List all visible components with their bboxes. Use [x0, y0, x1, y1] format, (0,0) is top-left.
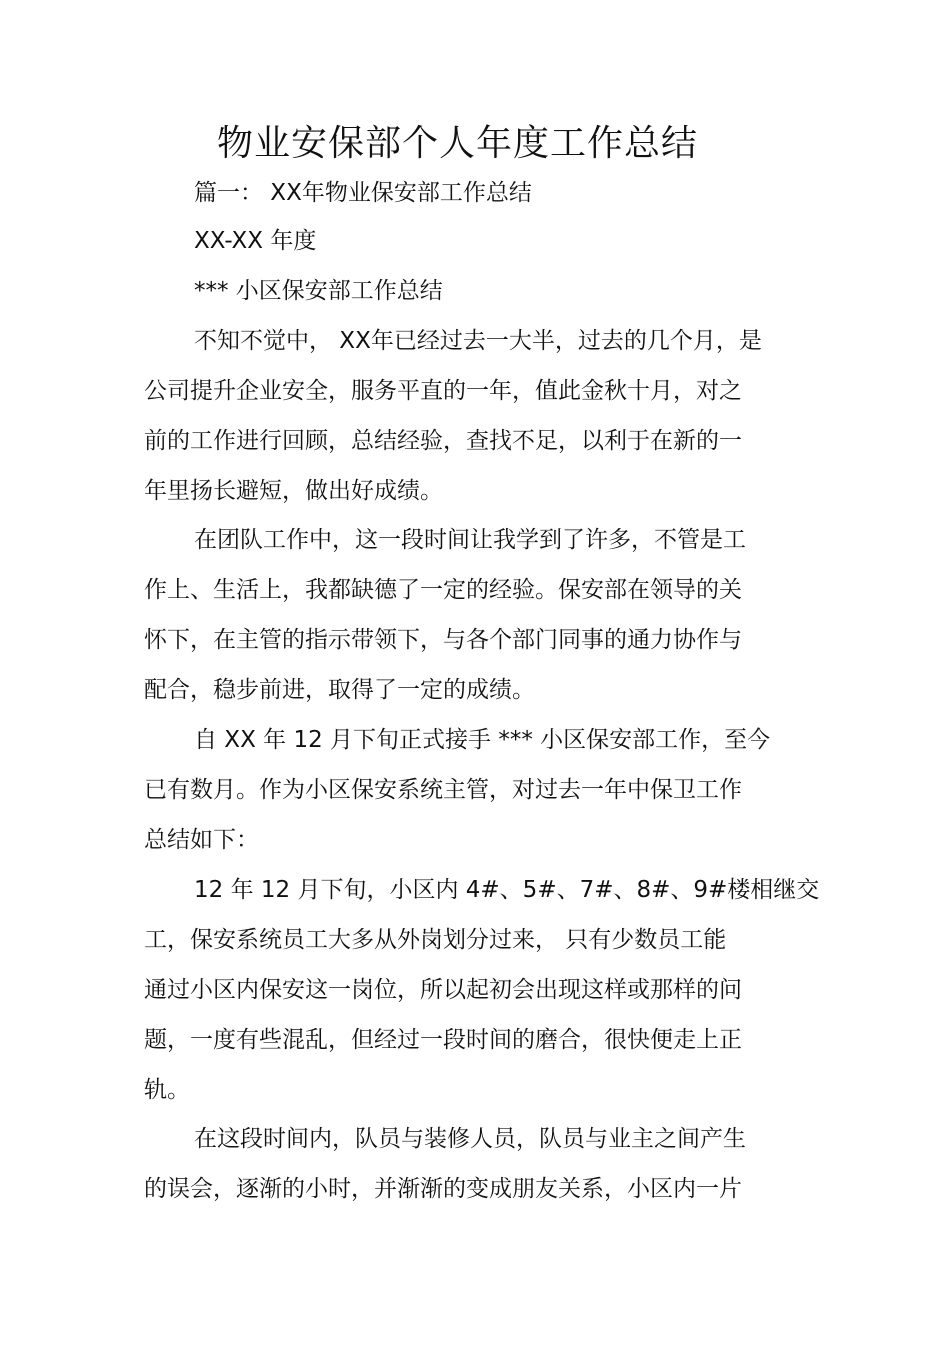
paragraph-line: 已有数月。作为小区保安系统主管，对过去一年中保卫工作: [144, 777, 742, 803]
paragraph-line: 轨。: [144, 1077, 190, 1103]
document-title: 物业安保部个人年度工作总结: [216, 123, 698, 164]
paragraph-line: 前的工作进行回顾，总结经验，查找不足，以利于在新的一: [144, 428, 742, 454]
paragraph-line: 通过小区内保安这一岗位，所以起初会出现这样或那样的问: [144, 977, 742, 1003]
paragraph-line: 作上、生活上，我都缺德了一定的经验。保安部在领导的关: [144, 577, 742, 603]
section-heading: 篇一： XX年物业保安部工作总结: [194, 180, 532, 206]
paragraph-line: 12 年 12 月下旬，小区内 4#、5#、7#、8#、9#楼相继交: [194, 877, 820, 903]
paragraph-line: 在团队工作中，这一段时间让我学到了许多，不管是工: [194, 527, 746, 553]
paragraph-line: 公司提升企业安全，服务平直的一年，值此金秋十月，对之: [144, 378, 742, 404]
subtitle-line: *** 小区保安部工作总结: [194, 278, 443, 304]
paragraph-line: 在这段时间内，队员与装修人员，队员与业主之间产生: [194, 1126, 746, 1152]
paragraph-line: 自 XX 年 12 月下旬正式接手 *** 小区保安部工作，至今: [194, 727, 771, 753]
year-range-line: XX-XX 年度: [194, 228, 317, 254]
paragraph-line: 题，一度有些混乱，但经过一段时间的磨合，很快便走上正: [144, 1027, 742, 1053]
paragraph-line: 工，保安系统员工大多从外岗划分过来， 只有少数员工能: [144, 927, 727, 953]
paragraph-line: 怀下，在主管的指示带领下，与各个部门同事的通力协作与: [144, 627, 742, 653]
paragraph-line: 配合，稳步前进，取得了一定的成绩。: [144, 677, 535, 703]
paragraph-line: 不知不觉中， XX年已经过去一大半，过去的几个月，是: [194, 328, 762, 354]
paragraph-line: 年里扬长避短，做出好成绩。: [144, 478, 443, 504]
paragraph-line: 总结如下：: [144, 827, 259, 853]
paragraph-line: 的误会，逐渐的小时，并渐渐的变成朋友关系，小区内一片: [144, 1176, 742, 1202]
